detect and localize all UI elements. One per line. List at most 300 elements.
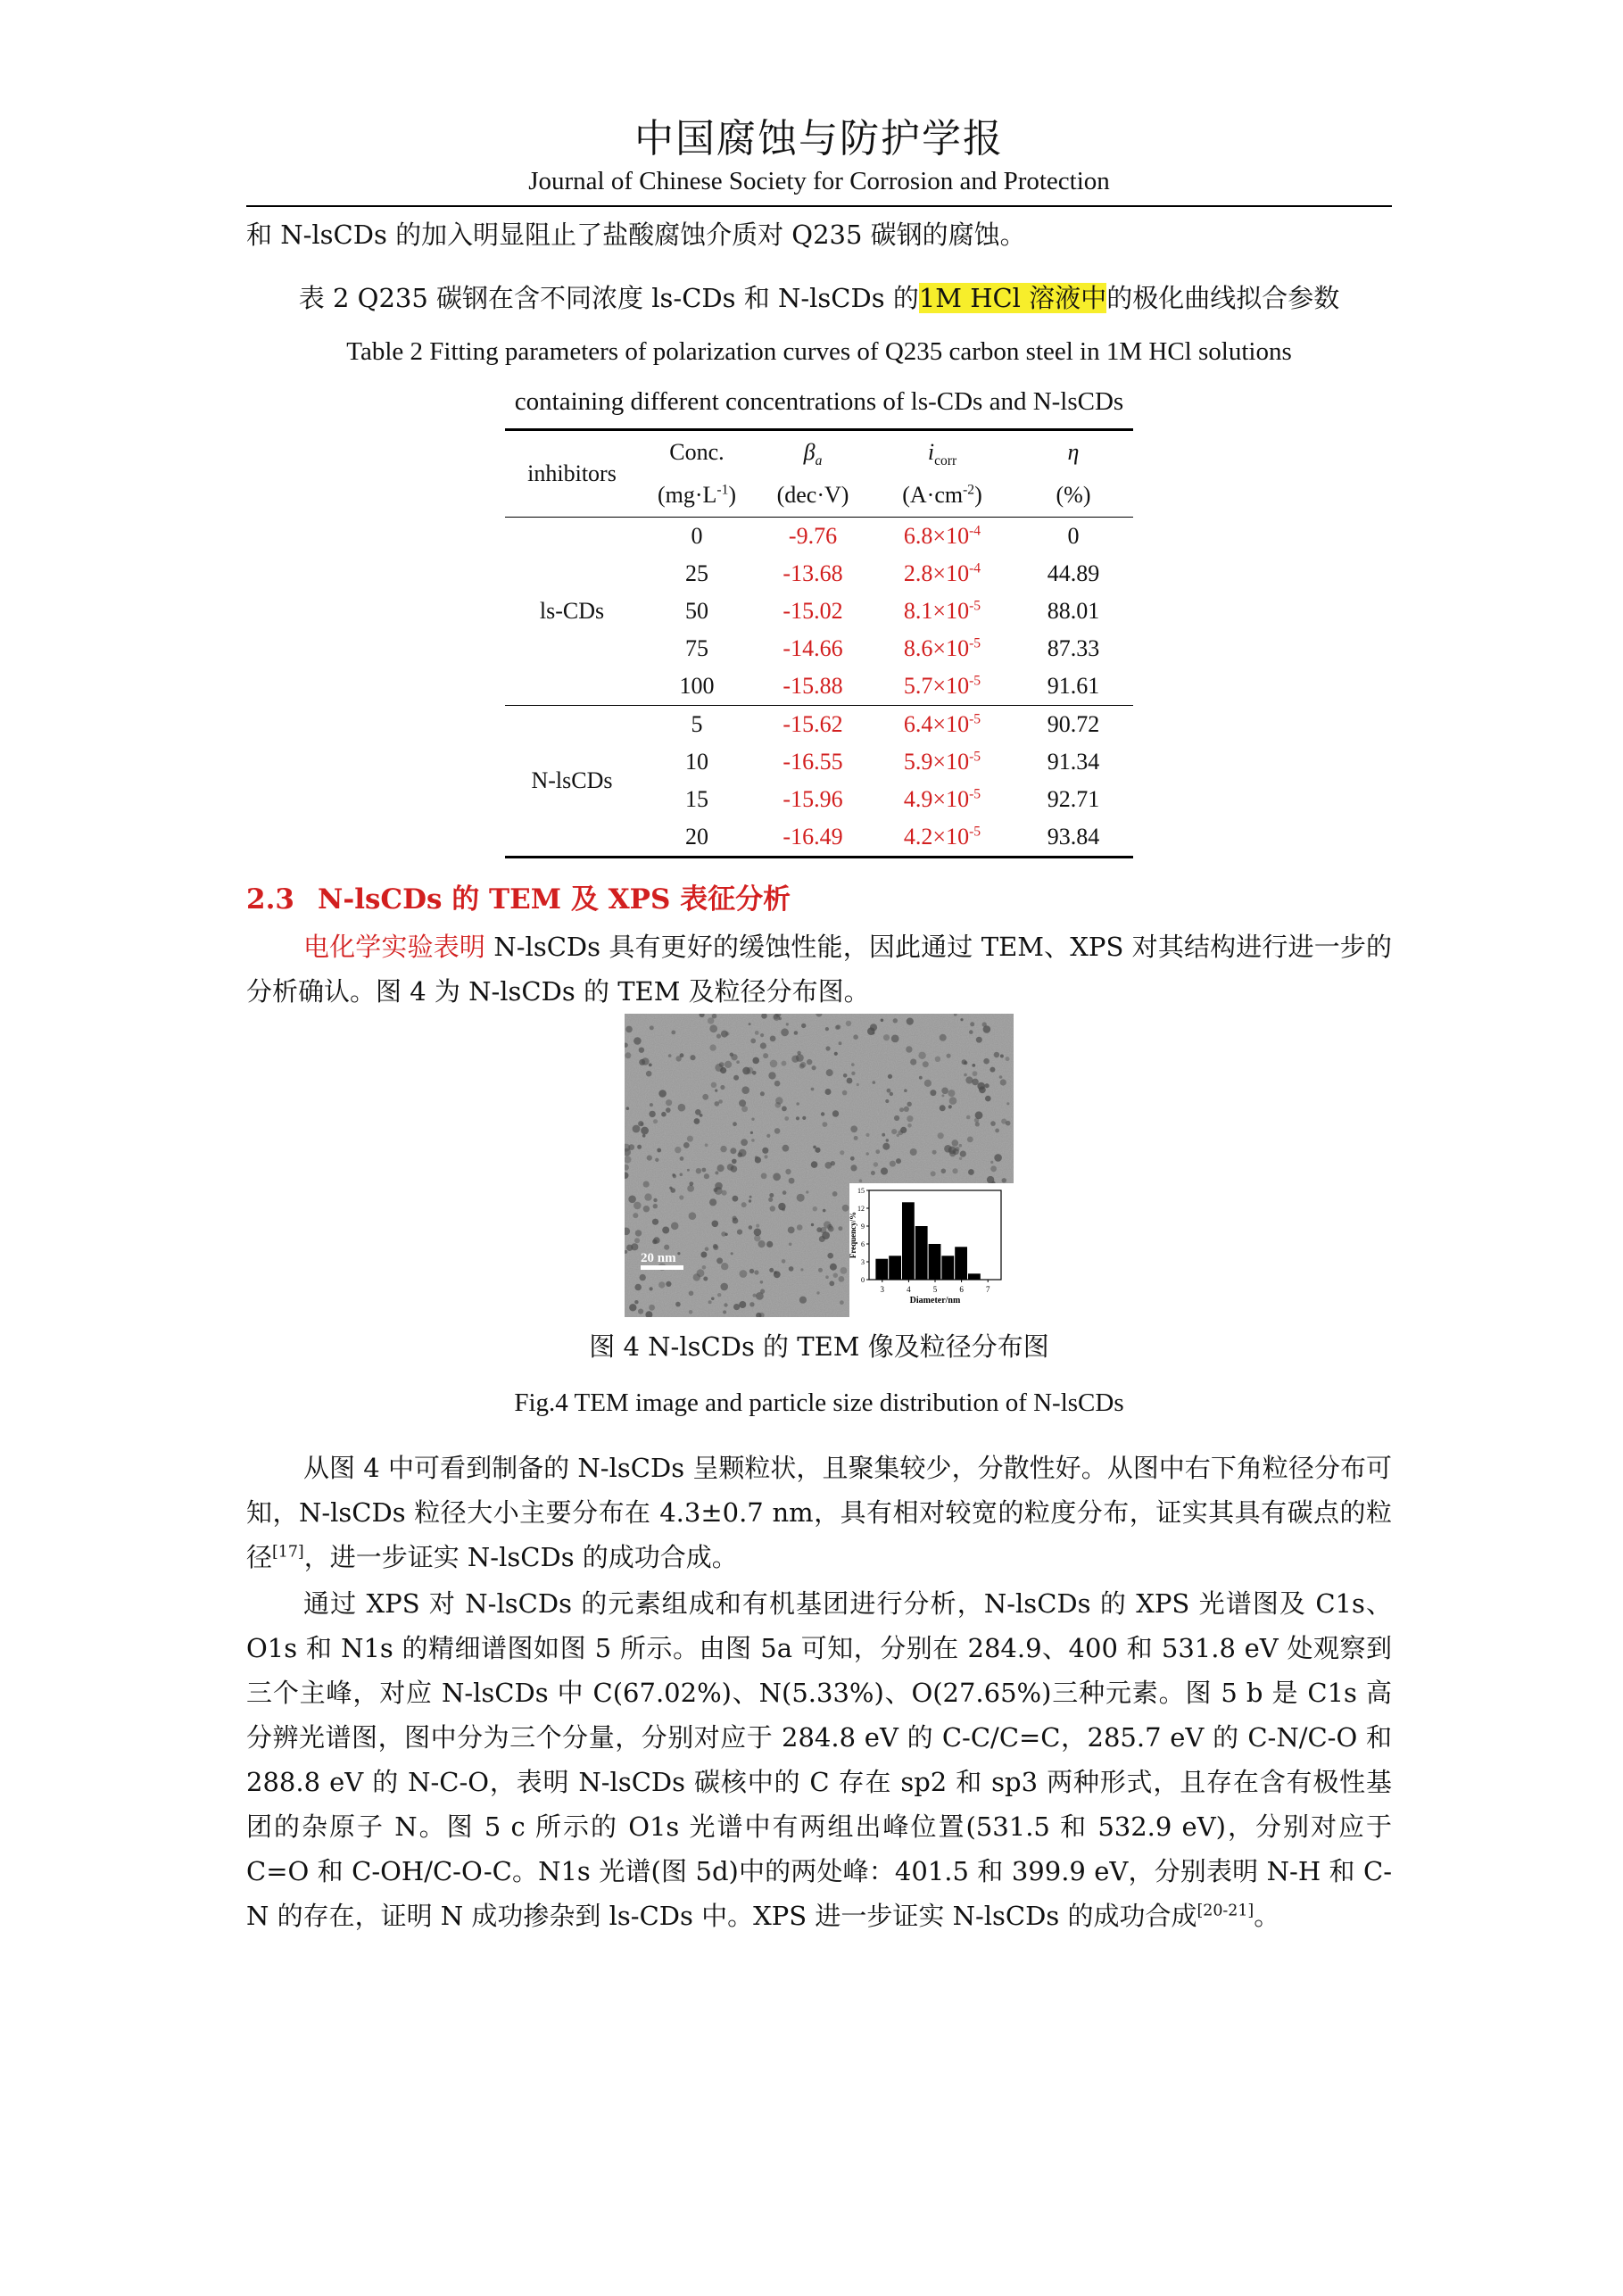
tem-particle bbox=[966, 1115, 971, 1120]
tem-particle bbox=[719, 1062, 725, 1067]
tem-particle bbox=[652, 1239, 658, 1245]
tem-particle bbox=[918, 1052, 925, 1059]
tem-particle bbox=[898, 1130, 903, 1135]
tem-particle bbox=[768, 1198, 773, 1202]
tem-particle bbox=[643, 1206, 650, 1212]
tem-particle bbox=[959, 1157, 962, 1160]
tem-particle bbox=[789, 1178, 795, 1184]
tem-particle bbox=[990, 1165, 997, 1172]
tem-particle bbox=[633, 1037, 642, 1045]
tem-particle bbox=[690, 1055, 695, 1060]
tem-particle bbox=[647, 1156, 652, 1161]
conc-cell: 15 bbox=[685, 786, 708, 812]
figure4-caption-en: Fig.4 TEM image and particle size distribution of N-lsCDs bbox=[514, 1388, 1124, 1417]
tem-particle bbox=[720, 1085, 725, 1090]
tem-particle bbox=[783, 1145, 790, 1152]
icorr-cell: $8.6\times 10^{-5}$ bbox=[903, 635, 981, 661]
figure-4 bbox=[625, 1014, 1014, 1317]
tem-particle bbox=[673, 1174, 676, 1178]
tem-particle bbox=[733, 1075, 739, 1081]
tem-particle bbox=[948, 1105, 952, 1108]
tem-particle bbox=[907, 1123, 912, 1128]
tem-particle bbox=[741, 1106, 748, 1112]
tem-particle bbox=[646, 1071, 652, 1077]
tem-particle bbox=[653, 1204, 658, 1208]
header-divider bbox=[246, 205, 1392, 207]
col-unit-beta: (dec·V) bbox=[755, 474, 871, 518]
paragraph-3-cite: [20-21] bbox=[1197, 1902, 1255, 1920]
tem-particle bbox=[816, 1291, 819, 1294]
tem-particle bbox=[859, 1179, 863, 1182]
tem-particle bbox=[705, 1143, 708, 1147]
icorr-cell: $6.8\times 10^{-4}$ bbox=[871, 518, 1014, 556]
tem-particle bbox=[766, 1134, 770, 1138]
tem-particle bbox=[847, 1078, 853, 1084]
tem-particle bbox=[643, 1181, 650, 1188]
section-number: 2.3 bbox=[246, 883, 294, 916]
tem-particle bbox=[716, 1257, 723, 1264]
tem-particle bbox=[924, 1080, 932, 1087]
tem-particle bbox=[982, 1022, 987, 1026]
tem-particle bbox=[923, 1061, 929, 1067]
tem-particle bbox=[881, 1167, 888, 1174]
tem-particle bbox=[948, 1147, 956, 1155]
table-row bbox=[505, 706, 1133, 744]
tem-particle bbox=[633, 1125, 641, 1133]
tem-particle bbox=[947, 1054, 951, 1058]
tem-particle bbox=[754, 1270, 758, 1274]
group-name-cell: ls-CDs bbox=[505, 518, 639, 706]
tem-particle bbox=[899, 1107, 904, 1112]
tem-particle bbox=[972, 1079, 979, 1086]
tem-particle bbox=[720, 1067, 726, 1073]
tem-particle bbox=[697, 1269, 705, 1277]
tem-particle bbox=[703, 1277, 708, 1281]
journal-title-en: Journal of Chinese Society for Corrosion and Protection bbox=[528, 167, 1110, 195]
tem-particle bbox=[687, 1185, 694, 1192]
tem-particle bbox=[769, 1193, 774, 1198]
tem-particle bbox=[806, 1190, 808, 1193]
y-tick-label: 12 bbox=[857, 1205, 865, 1213]
tem-particle bbox=[964, 1073, 967, 1077]
tem-particle bbox=[785, 1169, 791, 1174]
tem-particle bbox=[935, 1057, 940, 1062]
tem-particle bbox=[739, 1301, 746, 1308]
tem-particle bbox=[680, 1053, 684, 1057]
tem-particle bbox=[800, 1268, 803, 1271]
tem-particle bbox=[657, 1148, 661, 1153]
tem-particle bbox=[941, 1169, 947, 1174]
histogram-bar bbox=[929, 1244, 941, 1280]
tem-particle bbox=[641, 1127, 649, 1135]
tem-particle bbox=[721, 1263, 728, 1270]
tem-particle bbox=[782, 1061, 787, 1066]
tem-particle bbox=[733, 1304, 740, 1310]
tem-particle bbox=[749, 1199, 751, 1202]
tem-particle bbox=[754, 1229, 762, 1237]
tem-image bbox=[625, 1014, 1014, 1317]
tem-particle bbox=[907, 1102, 912, 1107]
tem-particle bbox=[910, 1059, 916, 1065]
tem-particle bbox=[741, 1086, 749, 1094]
tem-particle bbox=[813, 1206, 817, 1211]
tem-particle bbox=[952, 1140, 959, 1147]
tem-particle bbox=[846, 1021, 851, 1026]
tem-particle bbox=[661, 1112, 667, 1117]
tem-particle bbox=[739, 1099, 746, 1107]
tem-particle bbox=[658, 1281, 665, 1288]
tem-particle bbox=[906, 1046, 912, 1052]
icorr-cell: $6.4\times 10^{-5}$ bbox=[871, 706, 1014, 744]
tem-particle bbox=[637, 1145, 642, 1149]
tem-particle bbox=[770, 1060, 778, 1068]
histogram-bar bbox=[955, 1247, 967, 1280]
tem-particle bbox=[919, 1076, 923, 1080]
histogram-bar bbox=[915, 1226, 928, 1280]
tem-particle bbox=[687, 1169, 690, 1172]
conc-cell: 100 bbox=[679, 673, 715, 699]
col-header-beta: $\beta_a$ bbox=[755, 430, 871, 475]
tem-particle bbox=[835, 1025, 840, 1030]
x-tick-label: 7 bbox=[985, 1285, 990, 1294]
tem-particle bbox=[642, 1057, 650, 1065]
tem-particle bbox=[754, 1235, 760, 1241]
tem-particle bbox=[763, 1053, 768, 1058]
tem-particle bbox=[626, 1245, 633, 1251]
tem-particle bbox=[796, 1116, 799, 1120]
tem-particle bbox=[689, 1310, 693, 1314]
tem-particle bbox=[638, 1309, 643, 1314]
tem-particle bbox=[721, 1031, 728, 1038]
tem-particle bbox=[888, 1074, 892, 1079]
tem-particle bbox=[717, 1293, 721, 1297]
tem-particle bbox=[705, 1247, 709, 1251]
tem-particle bbox=[721, 1231, 726, 1237]
tem-particle bbox=[965, 1076, 973, 1083]
tem-particle bbox=[769, 1268, 774, 1272]
y-tick-label: 15 bbox=[857, 1187, 865, 1195]
tem-particle bbox=[896, 1158, 901, 1164]
col-header-icorr: $i_{corr}$ bbox=[871, 430, 1014, 475]
tem-particle bbox=[907, 1018, 914, 1025]
histogram-bar bbox=[902, 1202, 915, 1280]
tem-particle bbox=[968, 1169, 974, 1175]
tem-particle bbox=[894, 1115, 899, 1121]
icorr-cell: $2.8\times 10^{-4}$ bbox=[903, 560, 981, 586]
section-title: N-lsCDs 的 TEM 及 XPS 表征分析 bbox=[318, 883, 791, 916]
tem-particle bbox=[871, 1171, 875, 1175]
tem-particle bbox=[796, 1102, 799, 1106]
tem-particle bbox=[708, 1017, 714, 1024]
tem-particle bbox=[873, 1081, 876, 1084]
tem-particle bbox=[709, 1024, 717, 1032]
tem-particle bbox=[784, 1116, 789, 1121]
tem-particle bbox=[731, 1252, 733, 1255]
x-tick-label: 5 bbox=[932, 1285, 938, 1294]
tem-particle bbox=[649, 1305, 655, 1311]
tem-particle bbox=[650, 1103, 653, 1107]
tem-particle bbox=[874, 1162, 878, 1166]
tem-particle bbox=[715, 1182, 723, 1190]
tem-particle bbox=[700, 1252, 707, 1258]
col-unit-conc: $(mg\cdot L^{-1})$ bbox=[639, 474, 755, 518]
tem-particle bbox=[1006, 1121, 1011, 1126]
tem-particle bbox=[749, 1269, 754, 1273]
tem-particle bbox=[938, 1132, 944, 1139]
tem-particle bbox=[760, 1091, 765, 1096]
tem-particle bbox=[675, 1302, 681, 1307]
tem-particle bbox=[840, 1267, 848, 1274]
paragraph-2 bbox=[246, 1446, 1392, 1579]
tem-particle bbox=[733, 1218, 739, 1224]
tem-particle bbox=[940, 1034, 947, 1041]
tem-particle bbox=[730, 1053, 733, 1057]
beta-cell: -16.49 bbox=[755, 818, 871, 858]
tem-particle bbox=[825, 1275, 829, 1279]
tem-particle bbox=[890, 1092, 893, 1096]
tem-particle bbox=[720, 1283, 728, 1291]
tem-particle bbox=[960, 1018, 963, 1021]
tem-particle bbox=[973, 1071, 978, 1076]
tem-particle bbox=[779, 1017, 782, 1020]
tem-particle bbox=[727, 1164, 734, 1171]
tem-particle bbox=[774, 1081, 781, 1087]
tem-particle bbox=[932, 1150, 937, 1155]
tem-particle bbox=[766, 1241, 773, 1247]
tem-particle bbox=[816, 1227, 822, 1232]
tem-particle bbox=[825, 1046, 830, 1050]
tem-particle bbox=[733, 1196, 739, 1202]
tem-particle bbox=[811, 1088, 815, 1091]
tem-particle bbox=[825, 1089, 832, 1095]
tem-particle bbox=[990, 1067, 995, 1073]
tem-particle bbox=[941, 1088, 948, 1095]
eta-cell: 87.33 bbox=[1047, 635, 1100, 661]
x-tick-label: 6 bbox=[959, 1285, 964, 1294]
journal-header bbox=[246, 114, 1392, 198]
tem-particle bbox=[811, 1223, 814, 1226]
tem-particle bbox=[969, 1030, 973, 1034]
eta-cell: 91.34 bbox=[1047, 749, 1100, 775]
tem-particle bbox=[797, 1224, 803, 1231]
tem-particle bbox=[689, 1291, 694, 1297]
tem-particle bbox=[789, 1243, 792, 1247]
col-unit-eta: (%) bbox=[1014, 474, 1133, 518]
tem-particle bbox=[807, 1059, 812, 1065]
tem-particle bbox=[696, 1168, 701, 1173]
tem-particle bbox=[760, 1281, 764, 1284]
tem-particle bbox=[865, 1133, 869, 1137]
tem-particle bbox=[870, 1024, 877, 1031]
tem-particle bbox=[782, 1259, 786, 1264]
tem-particle bbox=[842, 1090, 848, 1096]
x-tick-label: 4 bbox=[907, 1285, 911, 1294]
tem-particle bbox=[736, 1060, 740, 1064]
tem-particle bbox=[832, 1110, 839, 1116]
tem-particle bbox=[749, 1023, 751, 1025]
tem-particle bbox=[829, 1281, 834, 1286]
paragraph-1 bbox=[246, 924, 1392, 1014]
tem-particle bbox=[994, 1052, 999, 1057]
tem-particle bbox=[826, 1069, 833, 1076]
table2 bbox=[505, 428, 1133, 858]
tem-particle bbox=[983, 1058, 990, 1065]
tem-particle bbox=[990, 1161, 993, 1164]
tem-particle bbox=[702, 1094, 708, 1100]
table2-caption-zh bbox=[246, 276, 1392, 320]
tem-particle bbox=[671, 1223, 679, 1231]
tem-particle bbox=[885, 1099, 889, 1103]
tem-particle bbox=[653, 1119, 658, 1123]
tem-particle bbox=[678, 1104, 686, 1112]
tem-particle bbox=[749, 1225, 753, 1230]
tem-particle bbox=[764, 1155, 767, 1158]
tem-particle bbox=[670, 1188, 675, 1193]
tem-particle bbox=[985, 1083, 990, 1088]
eta-cell: 44.89 bbox=[1047, 560, 1100, 586]
y-tick-label: 0 bbox=[861, 1276, 865, 1284]
tem-particle bbox=[976, 1037, 982, 1043]
conc-cell: 25 bbox=[685, 560, 708, 586]
tem-particle bbox=[760, 1033, 764, 1037]
tem-particle bbox=[890, 1161, 896, 1167]
tem-particle bbox=[794, 1031, 799, 1035]
icorr-cell: $5.7\times 10^{-5}$ bbox=[903, 673, 981, 699]
tem-particle bbox=[854, 1136, 858, 1140]
tem-particle bbox=[712, 1014, 717, 1019]
tem-particle bbox=[840, 1150, 844, 1155]
histogram-bar bbox=[941, 1256, 954, 1280]
tem-particle bbox=[853, 1034, 858, 1040]
table2-caption-zh-highlight: 1M HCl 溶液中 bbox=[918, 283, 1107, 313]
tem-particle bbox=[666, 1281, 671, 1287]
tem-particle bbox=[626, 1107, 630, 1110]
tem-particle bbox=[781, 1028, 789, 1036]
tem-particle bbox=[832, 1191, 838, 1197]
tem-particle bbox=[664, 1245, 669, 1250]
tem-particle bbox=[887, 1089, 891, 1093]
tem-particle bbox=[770, 1036, 776, 1042]
tem-particle bbox=[737, 1230, 742, 1235]
tem-particle bbox=[760, 1289, 765, 1294]
tem-particle bbox=[834, 1052, 838, 1056]
tem-particle bbox=[797, 1194, 805, 1202]
col-header-inhibitors: inhibitors bbox=[505, 430, 639, 518]
tem-particle bbox=[891, 1129, 897, 1134]
tem-particle bbox=[782, 1208, 785, 1212]
tem-particle bbox=[952, 1168, 957, 1173]
tem-particle bbox=[815, 1148, 820, 1153]
tem-particle bbox=[653, 1198, 657, 1202]
tem-particle bbox=[750, 1131, 753, 1134]
histogram-bar bbox=[968, 1273, 981, 1280]
tem-particle bbox=[720, 1146, 726, 1152]
tem-particle bbox=[827, 1253, 833, 1259]
tem-particle bbox=[999, 1075, 1003, 1079]
y-tick-label: 9 bbox=[861, 1223, 865, 1231]
paragraph-3-tail: 。 bbox=[1254, 1901, 1280, 1931]
tem-particle bbox=[658, 1090, 667, 1098]
tem-particle bbox=[629, 1304, 636, 1311]
conc-cell: 5 bbox=[639, 706, 755, 744]
tem-particle bbox=[741, 1202, 747, 1207]
scale-bar-label: 20 nm bbox=[641, 1251, 676, 1265]
tem-particle bbox=[666, 1107, 671, 1113]
tem-particle bbox=[801, 1024, 806, 1028]
section-heading bbox=[246, 882, 791, 917]
tem-particle bbox=[708, 1300, 712, 1304]
tem-particle bbox=[639, 1048, 644, 1053]
table2-caption-en-line2: containing different concentrations of ls-CDs and N-lsCDs bbox=[514, 387, 1124, 416]
eta-cell: 92.71 bbox=[1047, 786, 1100, 812]
tem-particle bbox=[716, 1034, 721, 1039]
tem-particle bbox=[715, 1101, 720, 1107]
beta-cell: -15.02 bbox=[783, 598, 843, 624]
tem-particle bbox=[1000, 1079, 1006, 1085]
tem-particle bbox=[666, 1099, 672, 1106]
tem-particle bbox=[749, 1196, 752, 1198]
tem-particle bbox=[640, 1274, 646, 1281]
tem-particle bbox=[655, 1158, 658, 1162]
tem-particle bbox=[675, 1147, 681, 1153]
eta-cell: 90.72 bbox=[1014, 706, 1133, 744]
tem-particle bbox=[677, 1252, 680, 1255]
tem-particle bbox=[680, 1156, 684, 1161]
tem-particle bbox=[994, 1154, 1002, 1162]
tem-particle bbox=[649, 1111, 655, 1117]
table2-caption-zh-after: 的极化曲线拟合参数 bbox=[1106, 283, 1340, 313]
tem-particle bbox=[881, 1019, 884, 1023]
tem-particle bbox=[979, 1086, 986, 1093]
tem-particle bbox=[718, 1099, 723, 1104]
tem-particle bbox=[974, 1118, 979, 1123]
icorr-cell: $4.9\times 10^{-5}$ bbox=[903, 786, 981, 812]
beta-cell: -15.96 bbox=[783, 786, 843, 812]
tem-particle bbox=[831, 1161, 835, 1165]
tem-particle bbox=[782, 1107, 787, 1112]
tem-particle bbox=[883, 1034, 890, 1040]
tem-particle bbox=[650, 1287, 653, 1290]
tem-particle bbox=[752, 1057, 759, 1065]
tem-particle bbox=[904, 1089, 907, 1092]
table-header-row bbox=[505, 430, 1133, 475]
tem-particle bbox=[1006, 1057, 1010, 1061]
tem-particle bbox=[762, 1148, 768, 1154]
tem-particle bbox=[975, 1122, 980, 1126]
tem-particle bbox=[823, 1209, 826, 1213]
tem-particle bbox=[886, 1139, 889, 1141]
tem-particle bbox=[910, 1148, 917, 1156]
tem-particle bbox=[738, 1152, 743, 1157]
tem-particle bbox=[755, 1156, 761, 1163]
tem-particle bbox=[689, 1181, 693, 1186]
table2-caption-en-line1: Table 2 Fitting parameters of polarization curves of Q235 carbon steel in 1M HCl solutions bbox=[346, 337, 1292, 366]
scale-bar-line bbox=[641, 1265, 683, 1270]
tem-particle bbox=[893, 1018, 898, 1023]
tem-particle bbox=[1006, 1102, 1009, 1105]
x-axis-label: Diameter/nm bbox=[909, 1296, 961, 1305]
tem-particle bbox=[652, 1219, 658, 1225]
tem-particle bbox=[702, 1168, 707, 1173]
tem-particle bbox=[990, 1121, 996, 1126]
tem-particle bbox=[838, 1226, 842, 1231]
tem-particle bbox=[625, 1026, 633, 1033]
size-distribution-inset bbox=[849, 1183, 1014, 1317]
group-name-cell: N-lsCDs bbox=[505, 706, 639, 858]
tem-particle bbox=[964, 1061, 967, 1065]
tem-particle bbox=[995, 1129, 999, 1133]
icorr-cell: $5.9\times 10^{-5}$ bbox=[903, 749, 981, 775]
